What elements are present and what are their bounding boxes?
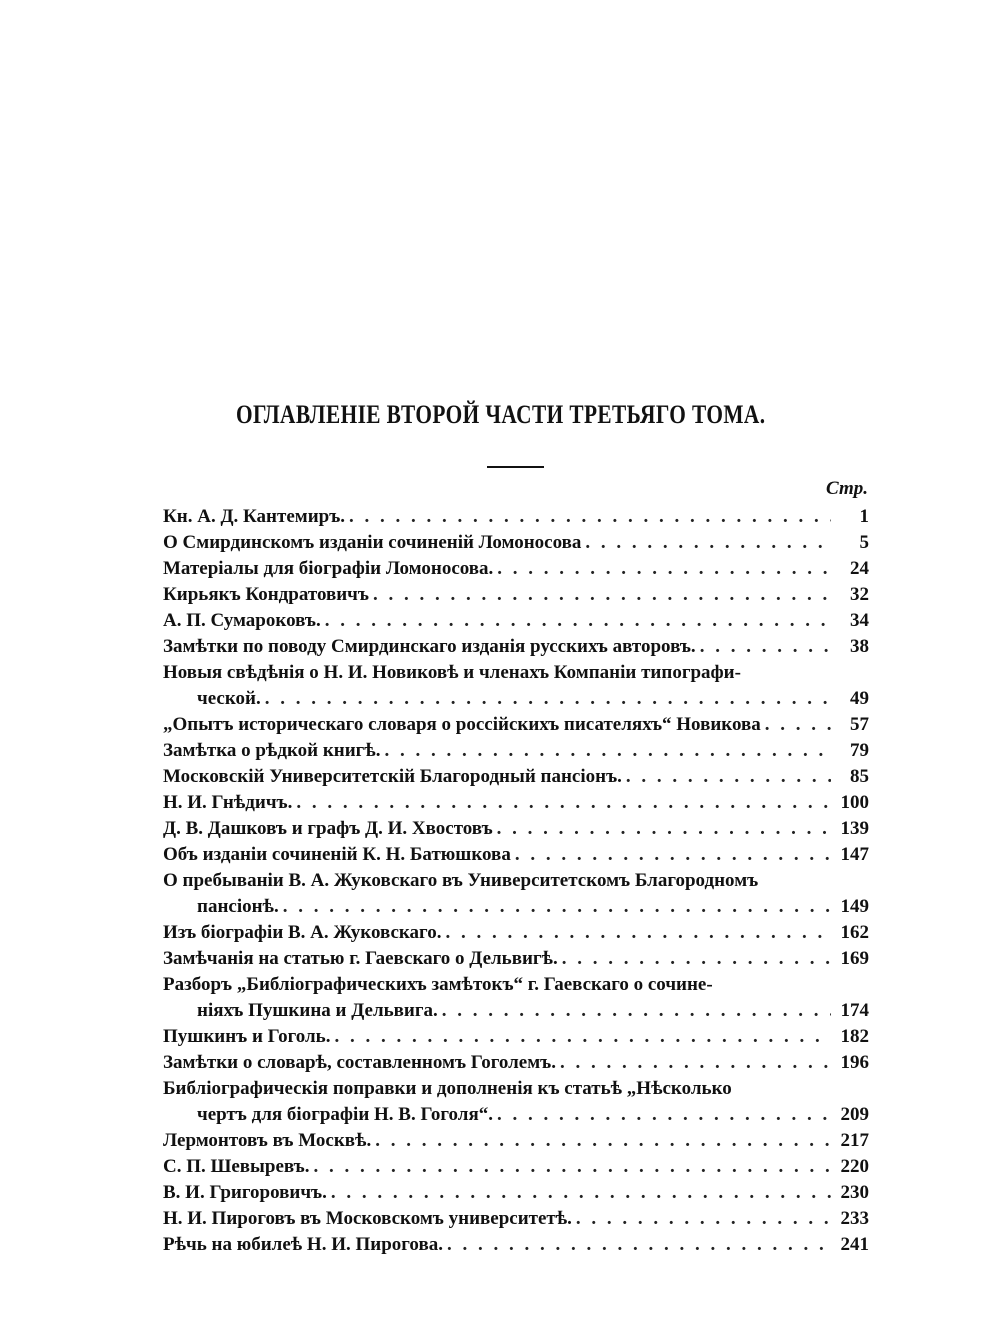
toc-page-number: 24 — [850, 558, 869, 579]
toc-page-number: 5 — [859, 532, 869, 553]
toc-entry-continuation — [163, 686, 869, 712]
toc-page-number: 220 — [840, 1156, 869, 1177]
toc-entry — [163, 608, 869, 634]
toc-page-number: 34 — [850, 610, 869, 631]
toc-entry-continuation — [163, 1102, 869, 1128]
toc-entry-title: О Смирдинскомъ изданіи сочиненій Ломоносова — [163, 532, 582, 553]
toc-entry-line — [163, 1024, 869, 1050]
dot-leader — [497, 816, 831, 842]
toc-entry-title: пансіонѣ. — [197, 896, 279, 917]
toc-entry-line — [163, 1180, 869, 1206]
toc-entry — [163, 634, 869, 660]
toc-entry — [163, 1180, 869, 1206]
toc-entry-title: Библіографическія поправки и дополненія къ статьѣ „Нѣсколько — [163, 1078, 732, 1099]
toc-entry — [163, 972, 869, 1024]
toc-entry-line — [163, 1154, 869, 1180]
toc-page-number: 196 — [840, 1052, 869, 1073]
dot-leader — [447, 1232, 831, 1258]
toc-entry-line — [163, 608, 869, 634]
toc-entry-line — [163, 712, 869, 738]
dot-leader — [576, 1206, 831, 1232]
toc-entry-title: Рѣчь на юбилеѣ Н. И. Пирогова. — [163, 1234, 443, 1255]
toc-entry-line — [163, 1076, 869, 1102]
toc-page-number: 1 — [859, 506, 869, 527]
dot-leader — [314, 1154, 831, 1180]
toc-entry-line — [163, 738, 869, 764]
toc-entry-line — [163, 582, 869, 608]
dot-leader — [560, 1050, 831, 1076]
toc-entry-line — [163, 634, 869, 660]
toc-page-number: 230 — [840, 1182, 869, 1203]
toc-entry-title: Замѣтка о рѣдкой книгѣ. — [163, 740, 381, 761]
toc-entry-title: Пушкинъ и Гоголь. — [163, 1026, 331, 1047]
toc-entry-line — [163, 790, 869, 816]
toc-entry-title: Разборъ „Библіографическихъ замѣтокъ“ г. Гаевскаго о сочине- — [163, 974, 713, 995]
toc-page-number: 79 — [850, 740, 869, 761]
toc-entry-line — [163, 816, 869, 842]
toc-entry — [163, 1128, 869, 1154]
toc-entry-title: Д. В. Дашковъ и графъ Д. И. Хвостовъ — [163, 818, 493, 839]
toc-entry — [163, 660, 869, 712]
toc-page-number: 209 — [840, 1104, 869, 1125]
toc-entry-title: Кн. А. Д. Кантемиръ. — [163, 506, 346, 527]
toc-entry-title: „Опытъ историческаго словаря о россійскихъ писателяхъ“ Новикова — [163, 714, 761, 735]
toc-entry-title: чертъ для біографіи Н. В. Гоголя“. — [197, 1104, 493, 1125]
toc-entry — [163, 712, 869, 738]
toc-page-number: 85 — [850, 766, 869, 787]
table-of-contents — [163, 504, 869, 1258]
toc-entry — [163, 1050, 869, 1076]
toc-entry-title: Объ изданіи сочиненій К. Н. Батюшкова — [163, 844, 511, 865]
toc-entry — [163, 582, 869, 608]
toc-page-number: 241 — [840, 1234, 869, 1255]
dot-leader — [375, 1128, 831, 1154]
toc-entry — [163, 816, 869, 842]
toc-entry-continuation — [163, 998, 869, 1024]
toc-page-number: 57 — [850, 714, 869, 735]
toc-entry — [163, 1232, 869, 1258]
toc-entry-title: Московскій Университетскій Благородный пансіонъ. — [163, 766, 622, 787]
dot-leader — [334, 1024, 831, 1050]
dot-leader — [265, 686, 831, 712]
dot-leader — [700, 634, 831, 660]
toc-entry — [163, 1206, 869, 1232]
toc-page-number: 32 — [850, 584, 869, 605]
toc-entry-line — [163, 1232, 869, 1258]
toc-entry-line — [163, 530, 869, 556]
toc-entry-line — [163, 946, 869, 972]
toc-entry-title: А. П. Сумароковъ. — [163, 610, 321, 631]
toc-entry — [163, 738, 869, 764]
toc-entry-title: ніяхъ Пушкина и Дельвига. — [197, 1000, 438, 1021]
toc-page-number: 147 — [840, 844, 869, 865]
dot-leader — [497, 556, 831, 582]
toc-page-number: 174 — [840, 1000, 869, 1021]
dot-leader — [562, 946, 831, 972]
dot-leader — [331, 1180, 831, 1206]
toc-entry-title: Н. И. Пироговъ въ Московскомъ университетѣ. — [163, 1208, 572, 1229]
dot-leader — [325, 608, 831, 634]
toc-entry-title: Лермонтовъ въ Москвѣ. — [163, 1130, 372, 1151]
toc-entry-line — [163, 972, 869, 998]
toc-entry — [163, 556, 869, 582]
toc-page-number: 233 — [840, 1208, 869, 1229]
toc-entry — [163, 790, 869, 816]
dot-leader — [515, 842, 831, 868]
dot-leader — [384, 738, 831, 764]
toc-entry-line — [163, 556, 869, 582]
toc-entry-title: Изъ біографіи В. А. Жуковскаго. — [163, 922, 442, 943]
dot-leader — [765, 712, 831, 738]
toc-entry — [163, 764, 869, 790]
toc-entry-title: Новыя свѣдѣнія о Н. И. Новиковѣ и членахъ Компаніи типографи- — [163, 662, 741, 683]
page-title: ОГЛАВЛЕНІЕ ВТОРОЙ ЧАСТИ ТРЕТЬЯГО ТОМА. — [235, 400, 766, 429]
toc-entry-title: Кирьякъ Кондратовичъ — [163, 584, 369, 605]
page-column-header: Стр. — [826, 478, 868, 499]
toc-entry-line — [163, 660, 869, 686]
toc-page-number: 100 — [840, 792, 869, 813]
toc-entry-title: Замѣтки по поводу Смирдинскаго изданія русскихъ авторовъ. — [163, 636, 696, 657]
toc-page-number: 169 — [840, 948, 869, 969]
toc-page-number: 217 — [840, 1130, 869, 1151]
dot-leader — [445, 920, 831, 946]
toc-entry-line — [163, 868, 869, 894]
toc-entry-title: Замѣчанія на статью г. Гаевскаго о Дельвигѣ. — [163, 948, 558, 969]
toc-page-number: 182 — [840, 1026, 869, 1047]
toc-entry-line — [163, 764, 869, 790]
dot-leader — [442, 998, 831, 1024]
toc-entry-title: Матеріалы для біографіи Ломоносова. — [163, 558, 494, 579]
toc-entry-title: Н. И. Гнѣдичъ. — [163, 792, 293, 813]
toc-page-number: 149 — [840, 896, 869, 917]
dot-leader — [497, 1102, 831, 1128]
toc-entry-line — [163, 842, 869, 868]
dot-leader — [349, 504, 831, 530]
dot-leader — [626, 764, 831, 790]
dot-leader — [296, 790, 831, 816]
toc-entry-title: Замѣтки о словарѣ, составленномъ Гоголемъ. — [163, 1052, 556, 1073]
toc-entry — [163, 530, 869, 556]
dot-leader — [373, 582, 831, 608]
toc-entry — [163, 868, 869, 920]
dot-leader — [585, 530, 831, 556]
toc-entry — [163, 946, 869, 972]
toc-entry-title: С. П. Шевыревъ. — [163, 1156, 310, 1177]
toc-page-number: 162 — [840, 922, 869, 943]
toc-entry-line — [163, 1128, 869, 1154]
toc-entry — [163, 842, 869, 868]
toc-entry-line — [163, 504, 869, 530]
toc-page-number: 38 — [850, 636, 869, 657]
toc-entry — [163, 1076, 869, 1128]
dot-leader — [283, 894, 831, 920]
toc-entry-line — [163, 1206, 869, 1232]
toc-entry — [163, 920, 869, 946]
toc-entry — [163, 1154, 869, 1180]
toc-entry-title: О пребываніи В. А. Жуковскаго въ Университетскомъ Благородномъ — [163, 870, 759, 891]
toc-entry-title: В. И. Григоровичъ. — [163, 1182, 327, 1203]
toc-entry-line — [163, 920, 869, 946]
toc-page-number: 139 — [840, 818, 869, 839]
toc-entry — [163, 504, 869, 530]
title-divider — [487, 466, 544, 468]
toc-page-number: 49 — [850, 688, 869, 709]
toc-entry — [163, 1024, 869, 1050]
toc-entry-line — [163, 1050, 869, 1076]
toc-entry-continuation — [163, 894, 869, 920]
toc-entry-title: ческой. — [197, 688, 261, 709]
